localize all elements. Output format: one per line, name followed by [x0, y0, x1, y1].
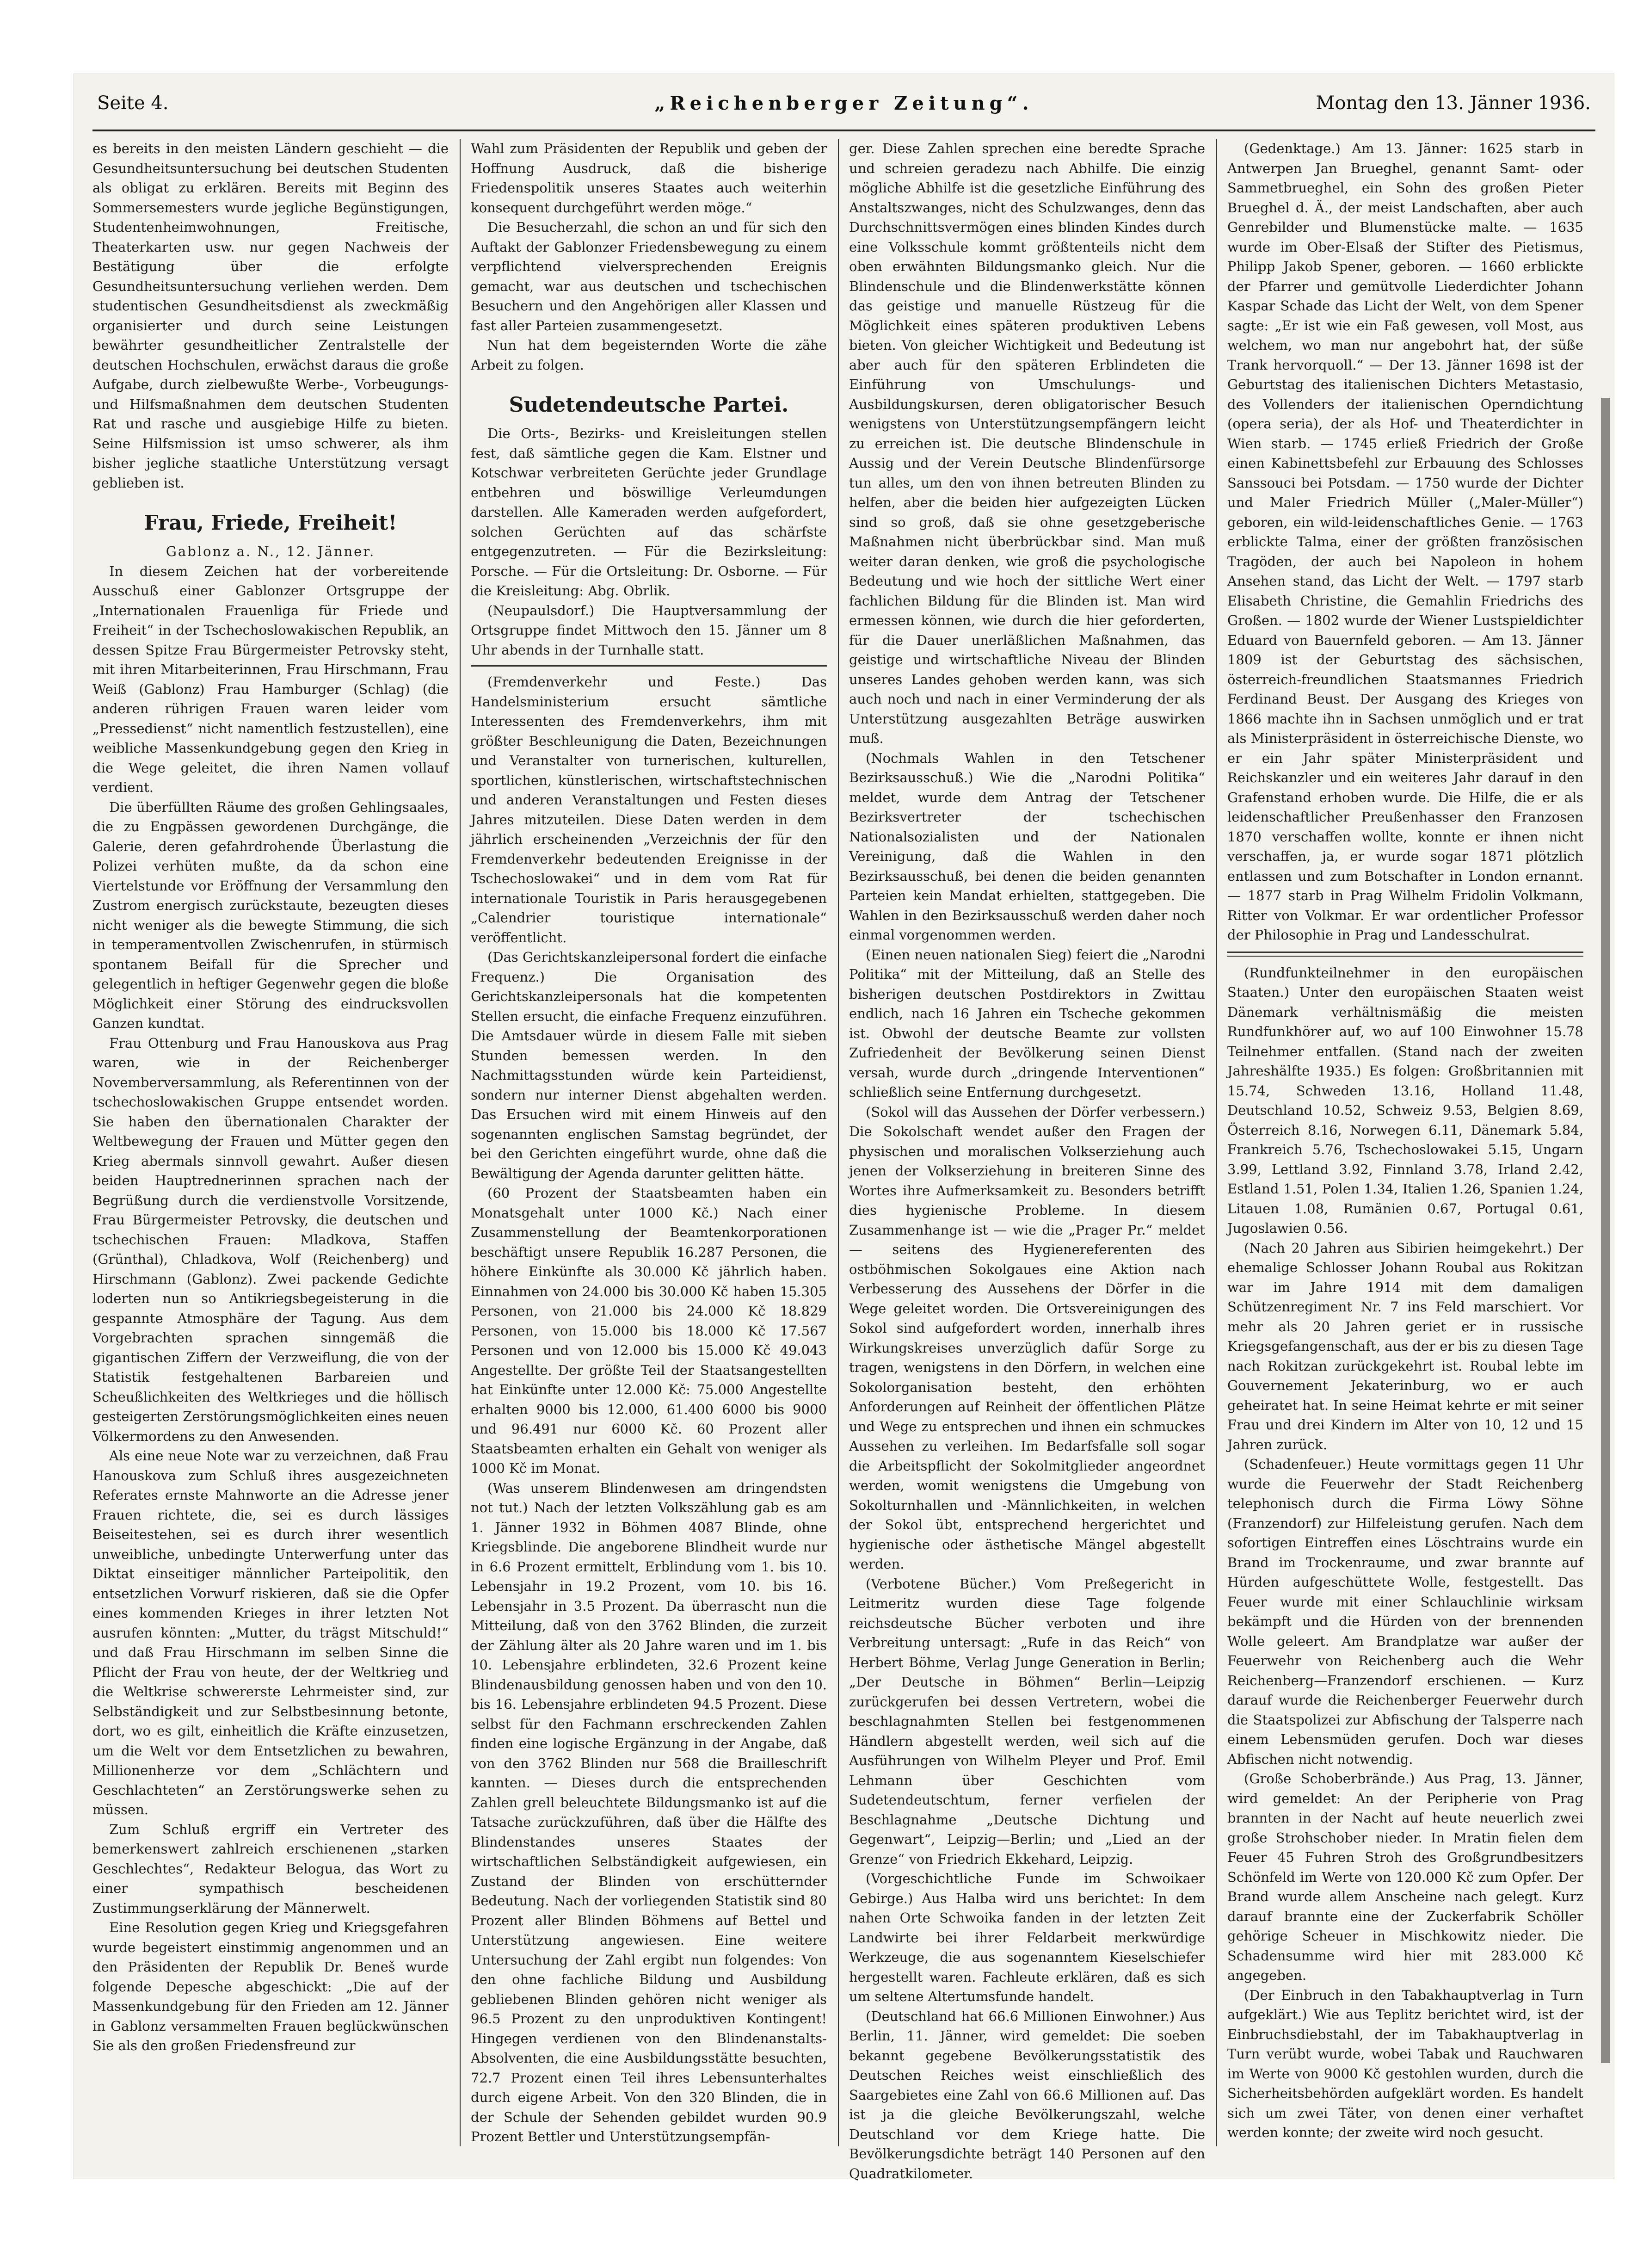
article-text: Eine Resolution gegen Krieg und Kriegsgefahren wurde begeistert einstimmig angenommen und an den Präsidenten der Republik Dr. Beneš wurde folgende Depesche abgeschickt: „Die auf der Massenkundgebung für den Frieden am 12. Jänner in Gablonz versammelten Frauen beglückwünschen Sie als den großen Friedensfreund zur: [92, 1920, 449, 2053]
section-rule: [1227, 952, 1583, 957]
header-rule: [92, 130, 1595, 131]
news-item: (Deutschland hat 66.6 Millionen Einwohner.) Aus Berlin, 11. Jänner, wird gemeldet: Die soeben bekannt gegebene Bevölkerungsstatistik des Deutschen Reiches weist einschließlich des Saargebietes eine Zahl von 66.6 Millionen auf. Das ist ja die gleiche Bevölkerungszahl, welche Deutschland vor dem Kriege hatte. Die Bevölkerungsdichte beträgt 140 Personen auf den Quadratkilometer.: [849, 2008, 1205, 2181]
article-text: In diesem Zeichen hat der vorbereitende Ausschuß einer Gablonzer Ortsgruppe der „Internationalen Frauenliga für Friede und Freiheit“ in der Tschechoslowakischen Republik, an dessen Spitze Frau Bürgermeister Petrovsky steht, mit ihren Mitarbeiterinnen, Frau Hirschmann, Frau Weiß (Gablonz) Frau Hamburger (Schlag) (die anderen rührigen Frauen waren leider vom „Pressedienst“ nicht namentlich festzustellen), eine weibliche Massenkundgebung gegen den Krieg in die Wege geleitet, die ihren Namen vollauf verdient.: [92, 563, 449, 795]
page-edge-shadow: [1601, 398, 1610, 2063]
article-text: Nun hat dem begeisternden Worte die zähe Arbeit zu folgen.: [471, 337, 827, 373]
news-item: (Gedenktage.) Am 13. Jänner: 1625 starb in Antwerpen Jan Brueghel, genannt Samt- oder Sammetbrueghel, ein Sohn des großen Pieter Brueghel d. Ä., der meist Landschaften, aber auch Genrebilder und Blumenstücke malte. — 1635 wurde im Ober-Elsaß der Stifter des Pietismus, Philipp Jakob Spener, geboren. — 1660 erblickte der Pfarrer und gemütvolle Liederdichter Johann Kaspar Schade das Licht der Welt, von dem Spener sagte: „Er ist wie ein Faß gewesen, voll Most, aus welchem, wo man nur angebohrt hat, der süße Trank hervorquoll.“ — Der 13. Jänner 1698 ist der Geburtstag des italienischen Dichters Metastasio, des Vollenders der italienischen Operndichtung (opera seria), der als Hof- und Theaterdichter in Wien starb. — 1745 erließ Friedrich der Große einen Kabinettsbefehl zur Erbauung des Schlosses Sanssouci bei Potsdam. — 1750 wurde der Dichter und Maler Friedrich Müller („Maler-Müller“) geboren, ein wild-leidenschaftliches Genie. — 1763 erblickte Talma, einer der größten französischen Tragöden, der auch bei Napoleon in hohem Ansehen stand, das Licht der Welt. — 1797 starb Elisabeth Christine, die Gemahlin Friedrichs des Großen. — 1802 wurde der Wiener Lustspieldichter Eduard von Bauernfeld geboren. — Am 13. Jänner 1809 ist der Geburtstag des sächsischen, österreich-freundlichen Staatsmannes Friedrich Ferdinand Beust. Der Ausgang des Krieges von 1866 machte ihn in Sachsen unmöglich und er trat als Ministerpräsident in österreichische Dienste, wo er ein Jahr später Ministerpräsident und Reichskanzler und ein weiteres Jahr darauf in den Grafenstand erhoben wurde. Die Hilfe, die er als leidenschaftlicher Preußenhasser den Franzosen 1870 verschaffen wollte, konnte er ihnen nicht verschaffen, ja, er wurde sogar 1871 plötzlich entlassen und zum Botschafter in London ernannt. — 1877 starb in Prag Wilhelm Fridolin Volkmann, Ritter von Volkmar. Er war ordentlicher Professor der Philosophie in Prag und Landesschulrat.: [1227, 141, 1583, 943]
article-text: Zum Schluß ergriff ein Vertreter des bemerkenswert zahlreich erschienenen „starken Geschlechtes“, Redakteur Belogua, das Wort zu einer sympathisch bescheidenen Zustimmungserklärung der Männerwelt.: [92, 1821, 449, 1916]
column-2: [471, 139, 827, 2146]
section-rule: [471, 665, 827, 667]
column-divider: [460, 139, 461, 2146]
news-item: (60 Prozent der Staatsbeamten haben ein Monatsgehalt unter 1000 Kč.) Nach einer Zusammenstellung der Beamtenkorporationen beschäftigt unsere Republik 16.287 Personen, die höhere Einkünfte als 30.000 Kč jährlich haben. Einnahmen von 24.000 bis 30.000 Kč haben 15.305 Personen, von 21.000 bis 24.000 Kč 18.829 Personen, von 15.000 bis 18.000 Kč 17.567 Personen und von 12.000 bis 15.000 Kč 49.043 Angestellte. Der größte Teil der Staatsangestellten hat Einkünfte unter 12.000 Kč: 75.000 Angestellte erhalten 9000 bis 12.000, 61.400 6000 bis 9000 und 96.491 nur 6000 Kč. 60 Prozent aller Staatsbeamten erhalten ein Gehalt von weniger als 1000 Kč im Monat.: [471, 1185, 827, 1476]
article-columns: [92, 139, 1595, 2181]
news-item: (Was unserem Blindenwesen am dringendsten not tut.) Nach der letzten Volkszählung gab es am 1. Jänner 1932 in Böhmen 4087 Blinde, ohne Kriegsblinde. Die angeborene Blindheit wurde nur in 6.6 Prozent ermittelt, Erblindung vom 1. bis 10. Lebensjahr in 19.2 Prozent, vom 10. bis 16. Lebensjahr in 3.5 Prozent. Da überrascht nun die Mitteilung, daß von den 3762 Blinden, die zurzeit der Zählung älter als 20 Jahre waren und im 1. bis 10. Lebensjahre erblindeten, 32.6 Prozent keine Blindenausbildung genossen haben und von den 10. bis 16. Lebensjahre erblindeten 94.5 Prozent. Diese selbst für den Fachmann erschreckenden Zahlen finden eine logische Ergänzung in der Angabe, daß von den 3762 Blinden nur 568 die Brailleschrift kannten. — Dieses durch die entsprechenden Zahlen grell beleuchtete Bildungsmanko ist auf die Tatsache zurückzuführen, daß über die Hälfte des Blindenstandes unseres Staates der wirtschaftlichen Selbständigkeit aufgewiesen, ein Zustand der Blinden von erschütternder Bedeutung. Nach der vorliegenden Statistik sind 80 Prozent aller Blinden Böhmens auf Bettel und Unterstützung angewiesen. Eine weitere Untersuchung der Zahl ergibt nun folgendes: Von den ohne fachliche Bildung und Ausbildung gebliebenen Blinden gehören nicht weniger als 96.5 Prozent zu den unproduktiven Kontingent! Hingegen verdienen von den Blindenanstalts-Absolventen, die eine Ausbildungsstätte besuchten, 72.7 Prozent einen Teil ihres Lebensunterhaltes durch eigene Arbeit. Von den 320 Blinden, die in der Schule der Sehenden gebildet wurden 90.9 Prozent Bettler und Unterstützungsempfän-: [471, 1480, 827, 2144]
article-text: Als eine neue Note war zu verzeichnen, daß Frau Hanouskova zum Schluß ihres ausgezeichneten Referates ernste Mahnworte an die Adresse jener Frauen richtete, die, sei es durch lässiges Beiseitestehen, sei es durch ihrer wesentlich unweibliche, unbedingte Unterwerfung unter das Diktat einseitiger männlicher Parteipolitik, den entsetzlichen Vorwurf riskieren, daß sie die Opfer eines kommenden Krieges in ihrer letzten Not ausrufen könnten: „Mutter, du trägst Mitschuld!“ und daß Frau Hirschmann im selben Sinne die Pflicht der Frau von heute, der der Weltkrieg und die Weltkrise schwererste Lehrmeister sind, zur Selbständigkeit und zur Selbstbesinnung betonte, dort, wo es gilt, einheitlich die Kräfte einzusetzen, um die Welt vor dem Entsetzlichen zu bewahren, Millionenherze vor dem „Schlächtern und Geschlachteten“ an Zerstörungswerke sehen zu müssen.: [92, 1448, 449, 1817]
article-text: Wahl zum Präsidenten der Republik und geben der Hoffnung Ausdruck, daß die bisherige Friedenspolitik unseres Staates auch weiterhin konsequent durchgeführt werden möge.“: [471, 141, 827, 216]
column-1: [92, 139, 449, 2146]
news-item: (Verbotene Bücher.) Vom Preßegericht in Leitmeritz wurden diese Tage folgende reichsdeutsche Bücher verboten und ihre Verbreitung untersagt: „Rufe in das Reich“ von Herbert Böhme, Verlag Junge Generation in Berlin; „Der Deutsche in Böhmen“ Berlin—Leipzig zurückgerufen bei dessen Vertretern, wobei die beschlagnahmten Stellen bei festgenommenen Händlern abgestellt werden, weil sich auf die Ausführungen von Wilhelm Pleyer und Prof. Emil Lehmann über Geschichten vom Sudetendeutschtum, ferner verfielen der Beschlagnahme „Deutsche Dichtung und Gegenwart“, Leipzig—Berlin; und „Lied an der Grenze“ von Friedrich Ekkehard, Leipzig.: [849, 1576, 1205, 1867]
article-dateline: Gablonz a. N., 12. Jänner.: [166, 544, 375, 559]
article-text: Frau Ottenburg und Frau Hanouskova aus Prag waren, wie in der Reichenberger Novemberversammlung, als Referentinnen von der tschechoslowakischen Gruppe entsendet worden. Sie haben den übernationalen Charakter der Weltbewegung der Frauen und Mütter gegen den Krieg abermals sinnvoll gewahrt. Außer diesen beiden Hauptrednerinnen sprachen nach der Begrüßung durch die verdienstvolle Vorsitzende, Frau Bürgermeister Petrovsky, die deutschen und tschechischen Frauen: Mladkova, Staffen (Grünthal), Chladkova, Wolf (Reichenberg) und Hirschmann (Gablonz). Zwei packende Gedichte loderten nun so Antikriegsbegeisterung in die gespannte Atmosphäre der Tagung. Aus dem Vorgebrachten sprachen sinngemäß die gigantischen Ziffern der Verzweiflung, die von der Statistik festgehaltenen Barbareien und Scheußlichkeiten des Weltkrieges und die höllisch gesteigerten Zerstörungsmöglichkeiten eines neuen Völkermordens zu den Anwesenden.: [92, 1035, 449, 1444]
news-item: (Rundfunkteilnehmer in den europäischen Staaten.) Unter den europäischen Staaten weist Dänemark verhältnismäßig die meisten Rundfunkhörer auf, wo auf 100 Einwohner 15.78 Teilnehmer entfallen. (Stand nach der zweiten Jahreshälfte 1935.) Es folgen: Großbritannien mit 15.74, Schweden 13.16, Holland 11.48, Deutschland 10.52, Schweiz 9.53, Belgien 8.69, Österreich 8.16, Norwegen 6.11, Dänemark 5.84, Frankreich 5.76, Tschechoslowakei 5.15, Ungarn 3.99, Lettland 3.92, Finnland 3.78, Irland 2.42, Estland 1.51, Polen 1.34, Italien 1.26, Spanien 1.24, Litauen 1.08, Rumänien 0.67, Portugal 0.61, Jugoslawien 0.56.: [1227, 964, 1583, 1236]
news-item: (Das Gerichtskanzleipersonal fordert die einfache Frequenz.) Die Organisation des Gerichtskanzleipersonals hat die kompetenten Stellen ersucht, die einfache Frequenz einzuführen. Die Amtsdauer würde in diesem Falle mit sieben Stunden bemessen werden. In den Nachmittagsstunden würde kein Parteidienst, sondern nur interner Dienst abgehalten werden. Das Ersuchen wird mit einem Hinweis auf den sogenannten englischen Samstag begründet, der bei den Gerichten eingeführt wurde, ohne daß die Bewältigung der Agenda darunter gelitten hätte.: [471, 949, 827, 1181]
news-item: (Nach 20 Jahren aus Sibirien heimgekehrt.) Der ehemalige Schlosser Johann Roubal aus Rokitzan war im Jahre 1914 mit dem damaligen Schützenregiment Nr. 7 ins Feld marschiert. Vor mehr als 20 Jahren geriet er in russische Kriegsgefangenschaft, aus der er bis zu diesen Tage nach Rokitzan zurückgekehrt ist. Roubal lebte im Gouvernement Jekaterinburg, wo er auch geheiratet hat. In seine Heimat kehrte er mit seiner Frau und drei Kindern im Alter von 10, 12 und 15 Jahren zurück.: [1227, 1240, 1583, 1452]
page-header: [97, 93, 1591, 125]
news-item: (Einen neuen nationalen Sieg) feiert die „Narodni Politika“ mit der Mitteilung, daß an Stelle des bisherigen deutschen Postdirektors in Zwittau endlich, nach 16 Jahren ein Tscheche gekommen ist. Obwohl der deutsche Beamte zur vollsten Zufriedenheit der Bevölkerung seinen Dienst versah, wurde durch „dringende Interventionen“ schließlich seine Entfernung durchgesetzt.: [849, 946, 1205, 1100]
page-number: Seite 4.: [97, 93, 169, 114]
news-item: (Nochmals Wahlen in den Tetschener Bezirksausschuß.) Wie die „Narodni Politika“ meldet, wurde dem Antrag der Tetschener Bezirksvertreter der tschechischen Nationalsozialisten und der Nationalen Vereinigung, daß die Wahlen in den Bezirksausschuß, bei denen die beiden genannten Parteien kein Mandat erhielten, stattgegeben. Die Wahlen in den Bezirksausschuß werden daher noch einmal vorgenommen werden.: [849, 750, 1205, 943]
column-4: [1227, 139, 1583, 2146]
news-item: (Neupaulsdorf.) Die Hauptversammlung der Ortsgruppe findet Mittwoch den 15. Jänner um 8 Uhr abends in der Turnhalle statt.: [471, 602, 827, 658]
news-item: (Fremdenverkehr und Feste.) Das Handelsministerium ersucht sämtliche Interessenten des Fremdenverkehrs, ihm mit größter Beschleunigung die Daten, Bezeichnungen und Veranstalter von turnerischen, kulturellen, sportlichen, künstlerischen, wirtschaftstechnischen und anderen Veranstaltungen und Festen dieses Jahres mitzuteilen. Diese Daten werden in dem jährlich erscheinenden „Verzeichnis der für den Fremdenverkehr bedeutenden Ereignisse in der Tschechoslowakei“ und in dem vom Rat für internationale Touristik in Paris herausgegebenen „Calendrier touristique internationale“ veröffentlicht.: [471, 674, 827, 946]
article-headline: Sudetendeutsche Partei.: [509, 393, 789, 417]
article-headline: Frau, Friede, Freiheit!: [144, 511, 397, 535]
newspaper-title: „Reichenberger Zeitung“.: [654, 93, 1034, 114]
column-divider: [1216, 139, 1217, 2146]
news-item: (Sokol will das Aussehen der Dörfer verbessern.) Die Sokolschaft wendet außer den Fragen der physischen und moralischen Volkserziehung auch jenen der Volkserziehung in breiteren Sinne des Wortes ihre Aufmerksamkeit zu. Besonders betrifft dies hygienische Probleme. In diesem Zusammenhange ist — wie die „Prager Pr.“ meldet — seitens des Hygienereferenten des ostböhmischen Sokolgaues eine Aktion nach Verbesserung des Aussehens der Dörfer in die Wege geleitet worden. Die Ortsvereinigungen des Sokol sind aufgefordert worden, innerhalb ihres Wirkungskreises unverzüglich dafür Sorge zu tragen, wenigstens in den Dörfern, in welchen eine Sokolorganisation besteht, den erhöhten Anforderungen auf Reinheit der öffentlichen Plätze und Wege zu entsprechen und ihnen ein schmuckes Aussehen zu verleihen. Im Bedarfsfalle soll sogar die Arbeitspflicht der Sokolmitglieder angeordnet werden, womit wenigstens die Umgebung von Sokolturnhallen und -Männlichkeiten, in welchen der Sokol übt, entsprechend hergerichtet und hygienische oder ästhetische Mängel abgestellt werden.: [849, 1104, 1205, 1572]
article-text: es bereits in den meisten Ländern geschieht — die Gesundheitsuntersuchung bei deutschen Studenten als obligat zu erklären. Bereits mit Beginn des Sommersemesters wurde jegliche Begünstigungen, Studentenheimwohnungen, Freitische, Theaterkarten usw. nur gegen Nachweis der Bestätigung über die erfolgte Gesundheitsuntersuchung verliehen werden. Dem studentischen Gesundheitsdienst als zweckmäßig organisierter und durch seine Leistungen bewährter gesundheitlicher Zentralstelle der deutschen Hochschulen, erwächst daraus die große Aufgabe, durch zielbewußte Werbe-, Vorbeugungs- und Hilfsmaßnahmen dem deutschen Studenten Rat und rasche und ausgiebige Hilfe zu bieten. Seine Hilfsmission ist umso schwerer, als ihm bisher jegliche staatliche Unterstützung versagt geblieben ist.: [92, 141, 449, 491]
article-text: Die Besucherzahl, die schon an und für sich den Auftakt der Gablonzer Friedensbewegung zu einem verpflichtend vielversprechenden Ereignis gemacht, war aus deutschen und tschechischen Besuchern und den Angehörigen aller Klassen und fast aller Parteien zusammengesetzt.: [471, 219, 827, 334]
newspaper-page: [74, 74, 1614, 2179]
news-item: (Vorgeschichtliche Funde im Schwoikaer Gebirge.) Aus Halba wird uns berichtet: In dem nahen Orte Schwoika fanden in der letzten Zeit Landwirte bei ihrer Feldarbeit merkwürdige Werkzeuge, die aus sogenanntem Kieselschiefer hergestellt waren. Fachleute erklären, daß es sich um seltene Altertumsfunde handelt.: [849, 1871, 1205, 2004]
article-text: Die überfüllten Räume des großen Gehlingsaales, die zu Engpässen gewordenen Durchgänge, die Galerie, deren gefahrdrohende Überlastung die Polizei verhüten mußte, da da schon eine Viertelstunde vor Eröffnung der Versammlung den Zustrom energisch zurückstaute, bezeugten dieses nicht weniger als die bewegte Stimmung, die sich in temperamentvollen Zwischenrufen, in stürmisch spontanem Beifall für die Sprecher und gelegentlich in heftiger Gegenwehr gegen die bloße Möglichkeit einer Störung des eindrucksvollen Ganzen kundtat.: [92, 799, 449, 1031]
news-item: (Schadenfeuer.) Heute vormittags gegen 11 Uhr wurde die Feuerwehr der Stadt Reichenberg telephonisch durch die Firma Löwy Söhne (Franzendorf) zur Hilfeleistung gerufen. Nach dem sofortigen Eintreffen eines Löschtrains wurde ein Brand im Trockenraume, und zwar brannte auf Hürden aufgeschüttete Wolle, festgestellt. Das Feuer wurde mit einer Schlauchlinie wirksam bekämpft und die Hürden von der brennenden Wolle geleert. Am Brandplatze war außer der Feuerwehr von Reichenberg auch die Wehr Reichenberg—Franzendorf erschienen. — Kurz darauf wurde die Reichenberger Feuerwehr durch die Staatspolizei zur Abfischung der Talsperre nach einem Lebensmüden gerufen. Doch war dieses Abfischen nicht notwendig.: [1227, 1456, 1583, 1767]
column-3: [849, 139, 1205, 2181]
issue-date: Montag den 13. Jänner 1936.: [1316, 93, 1591, 114]
article-text: Die Orts-, Bezirks- und Kreisleitungen stellen fest, daß sämtliche gegen die Kam. Elstner und Kotschwar verbreiteten Gerüchte jeder Grundlage entbehren und böswillige Verleumdungen darstellen. Alle Kameraden werden aufgefordert, solchen Gerüchten auf das schärfste entgegenzutreten. — Für die Bezirksleitung: Porsche. — Für die Ortsleitung: Dr. Osborne. — Für die Kreisleitung: Abg. Obrlik.: [471, 426, 827, 599]
news-item: (Der Einbruch in den Tabakhauptverlag in Turn aufgeklärt.) Wie aus Teplitz berichtet wird, ist der Einbruchsdiebstahl, der im Tabakhauptverlag in Turn verübt wurde, wobei Tabak und Rauchwaren im Werte von 9000 Kč gestohlen wurden, durch die Sicherheitsbehörden aufgeklärt worden. Es handelt sich um zwei Täter, von denen einer verhaftet werden konnte; der zweite wird noch gesucht.: [1227, 1987, 1583, 2140]
news-item: (Große Schoberbrände.) Aus Prag, 13. Jänner, wird gemeldet: An der Peripherie von Prag brannten in der Nacht auf heute neuerlich zwei große Strohschober nieder. In Mratin fielen dem Feuer 45 Fuhren Stroh des Großgrundbesitzers Schönfeld im Werte von 120.000 Kč zum Opfer. Der Brand wurde allem Anscheine nach gelegt. Kurz darauf brannte eine der Zuckerfabrik Schöller gehörige Scheuer in Mischkowitz nieder. Die Schadensumme wird hier mit 283.000 Kč angegeben.: [1227, 1771, 1583, 1983]
column-divider: [838, 139, 839, 2146]
article-text: ger. Diese Zahlen sprechen eine beredte Sprache und schreien geradezu nach Abhilfe. Die einzig mögliche Abhilfe ist die gesetzliche Einführung des Anstaltszwanges, nicht des Schulzwanges, denn das Durchschnittsvermögen eines blinden Kindes durch eine Volksschule kommt größtenteils nicht dem oben erwähnten Bildungsmanko gleich. Nur die Blindenschule und die Blindenwerkstätte können das geistige und manuelle Rüstzeug für die Möglichkeit eines späteren produktiven Lebens bieten. Von gleicher Wichtigkeit und Bedeutung ist aber auch für den späteren Erblindeten die Einführung von Umschulungs- und Ausbildungskursen, deren obligatorischer Besuch wenigstens von Unterstützungsempfängern leicht zu erreichen ist. Die deutsche Blindenschule in Aussig und der Verein Deutsche Blindenfürsorge tun alles, um den von ihnen betreuten Blinden zu helfen, aber die beiden hier aufgezeigten Lücken sind so groß, daß sie ohne gesetzgeberische Maßnahmen nicht überbrückbar sind. Man muß weiter daran denken, wie groß die psychologische Bedeutung und wie hoch der sittliche Wert einer fachlichen Bildung für die Blinden ist. Man wird ermessen können, wie durch die hier geforderten, für die Dauer unerläßlichen Maßnahmen, das geistige und wirtschaftliche Niveau der Blinden unseres Landes gehoben werden kann, was sich auch noch und nach in einer Verminderung der als Unterstützung ausgezahlten Beträge auswirken muß.: [849, 141, 1205, 746]
